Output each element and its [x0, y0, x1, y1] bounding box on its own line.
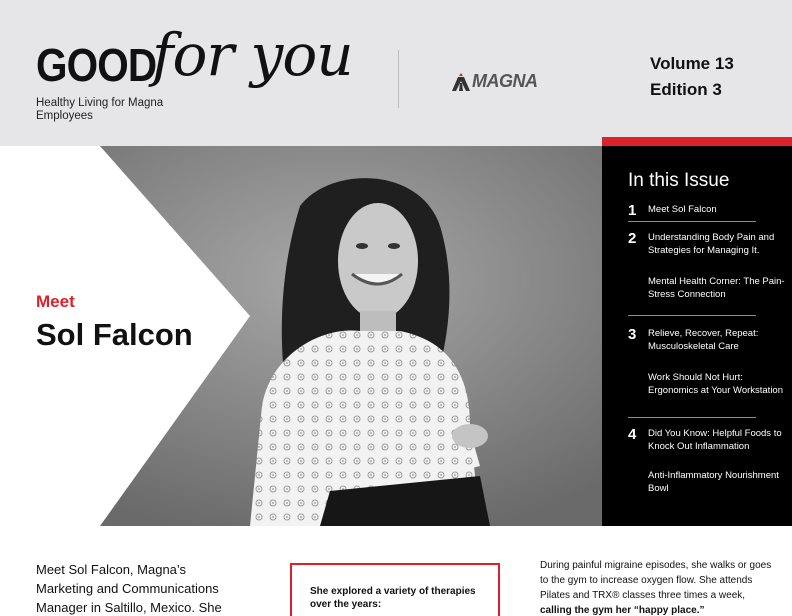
therapies-callout-box [290, 563, 500, 616]
intro-paragraph: Meet Sol Falcon, Magna’s Marketing and Communications Manager in Saltillo, Mexico. She [36, 562, 222, 615]
column-three-text: During painful migraine episodes, she walks or goes to the gym to increase oxygen flow. She attends Pilates and TRX® classes three times a week, [540, 560, 772, 601]
toc-item-link[interactable]: Work Should Not Hurt: Ergonomics at Your Workstation [648, 372, 784, 396]
masthead [0, 0, 792, 146]
callout-text: She explored a variety of therapies over the years: [310, 586, 476, 610]
toc-title: In this Issue [628, 170, 730, 191]
edition-label: Edition 3 [650, 80, 722, 99]
table-of-contents [602, 146, 792, 526]
issue-info [650, 51, 734, 103]
column-three-paragraph [540, 558, 772, 616]
logo-tagline: Healthy Living for Magna Employees [36, 97, 164, 122]
logo-for-you: for you [152, 21, 353, 89]
toc-item-link[interactable]: Understanding Body Pain and Strategies for Managing It. [648, 232, 775, 256]
toc-number: 1 [628, 202, 637, 219]
magna-wordmark: MAGNA [472, 71, 538, 91]
toc-item-link[interactable]: Mental Health Corner: The Pain-Stress Connection [648, 276, 785, 300]
magna-mark-icon [452, 73, 470, 91]
toc-divider [628, 221, 756, 222]
toc-divider [628, 315, 756, 316]
hero-name: Sol Falcon [36, 317, 193, 352]
logo-good: GOOD [36, 39, 157, 91]
toc-item-link[interactable]: Meet Sol Falcon [648, 204, 717, 215]
toc-number: 4 [628, 426, 637, 443]
hero-meet-label: Meet [36, 292, 75, 311]
toc-red-bar [602, 137, 792, 146]
toc-item-link[interactable]: Relieve, Recover, Repeat: Musculoskeletal Care [648, 328, 759, 352]
header-divider [398, 50, 399, 108]
toc-item-link[interactable]: Did You Know: Helpful Foods to Knock Out Inflammation [648, 428, 782, 452]
toc-item-link[interactable]: Anti-Inflammatory Nourishment Bowl [648, 470, 779, 494]
toc-number: 3 [628, 326, 637, 343]
toc-number: 2 [628, 230, 637, 247]
column-three-emphasis: calling the gym her “happy place.” [540, 605, 705, 616]
magna-logo [452, 71, 538, 92]
volume-label: Volume 13 [650, 54, 734, 73]
toc-divider [628, 417, 756, 418]
